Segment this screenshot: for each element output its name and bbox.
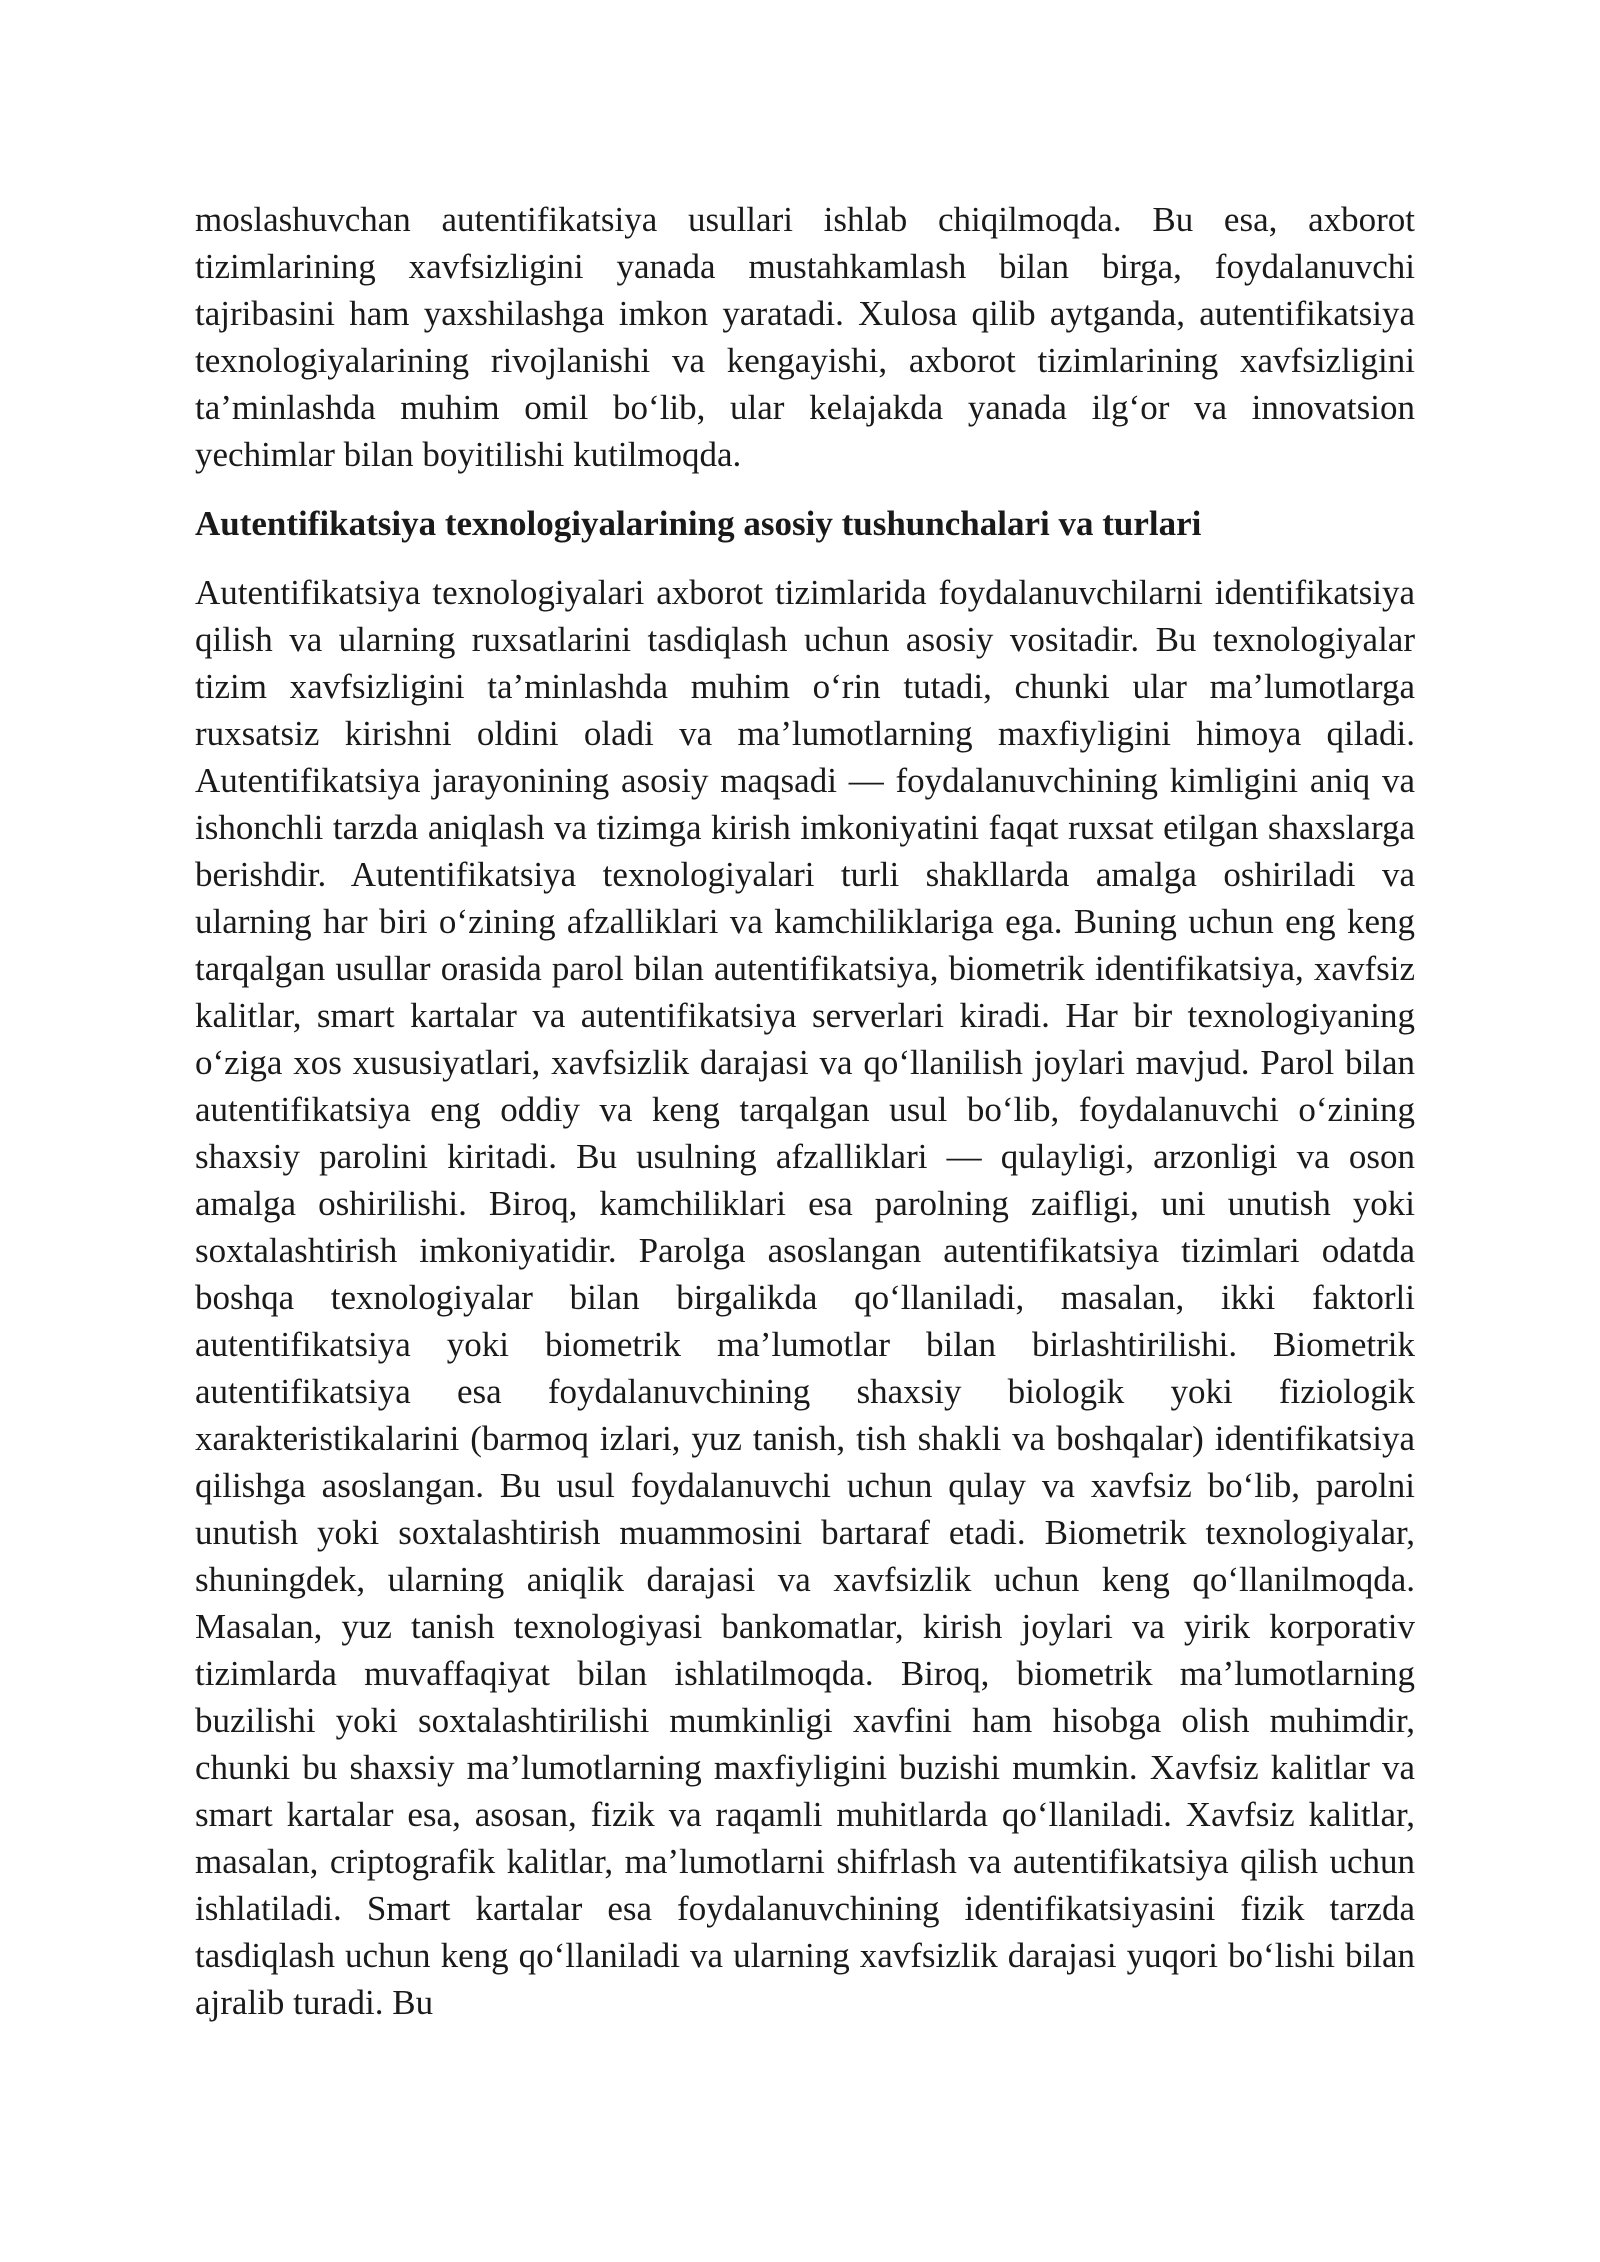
paragraph-continued: moslashuvchan autentifikatsiya usullari ishlab chiqilmoqda. Bu esa, axborot tizimlarining xavfsizligini yanada mustahkamlash bilan birga, foydalanuvchi tajribasini ham yaxshilashga imkon yaratadi. Xulosa qilib aytganda, autentifikatsiya texnologiyalarining rivojlanishi va kengayishi, axborot tizimlarining xavfsizligini ta’minlashda muhim omil bo‘lib, ular kelajakda yanada ilg‘or va innovatsion yechimlar bilan boyitilishi kutilmoqda. [195, 200, 1415, 474]
section-heading: Autentifikatsiya texnologiyalarining asosiy tushunchalari va turlari [195, 504, 1202, 543]
paragraph-main: Autentifikatsiya texnologiyalari axborot tizimlarida foydalanuvchilarni identifikatsiya qilish va ularning ruxsatlarini tasdiqlash uchun asosiy vositadir. Bu texnologiyalar tizim xavfsizligini ta’minlashda muhim o‘rin tutadi, chunki ular ma’lumotlarga ruxsatsiz kirishni oldini oladi va ma’lumotlarning maxfiyligini himoya qiladi. Autentifikatsiya jarayonining asosiy maqsadi — foydalanuvchining kimligini aniq va ishonchli tarzda aniqlash va tizimga kirish imkoniyatini faqat ruxsat etilgan shaxslarga berishdir. Autentifikatsiya texnologiyalari turli shakllarda amalga oshiriladi va ularning har biri o‘zining afzalliklari va kamchiliklariga ega. Buning uchun eng keng tarqalgan usullar orasida parol bilan autentifikatsiya, biometrik identifikatsiya, xavfsiz kalitlar, smart kartalar va autentifikatsiya serverlari kiradi. Har bir texnologiyaning o‘ziga xos xususiyatlari, xavfsizlik darajasi va qo‘llanilish joylari mavjud. Parol bilan autentifikatsiya eng oddiy va keng tarqalgan usul bo‘lib, foydalanuvchi o‘zining shaxsiy parolini kiritadi. Bu usulning afzalliklari — qulayligi, arzonligi va oson amalga oshirilishi. Biroq, kamchiliklari esa parolning zaifligi, uni unutish yoki soxtalashtirish imkoniyatidir. Parolga asoslangan autentifikatsiya tizimlari odatda boshqa texnologiyalar bilan birgalikda qo‘llaniladi, masalan, ikki faktorli autentifikatsiya yoki biometrik ma’lumotlar bilan birlashtirilishi. Biometrik autentifikatsiya esa foydalanuvchining shaxsiy biologik yoki fiziologik xarakteristikalarini (barmoq izlari, yuz tanish, tish shakli va boshqalar) identifikatsiya qilishga asoslangan. Bu usul foydalanuvchi uchun qulay va xavfsiz bo‘lib, parolni unutish yoki soxtalashtirish muammosini bartaraf etadi. Biometrik texnologiyalar, shuningdek, ularning aniqlik darajasi va xavfsizlik uchun keng qo‘llanilmoqda. Masalan, yuz tanish texnologiyasi bankomatlar, kirish joylari va yirik korporativ tizimlarda muvaffaqiyat bilan ishlatilmoqda. Biroq, biometrik ma’lumotlarning buzilishi yoki soxtalashtirilishi mumkinligi xavfini ham hisobga olish muhimdir, chunki bu shaxsiy ma’lumotlarning maxfiyligini buzishi mumkin. Xavfsiz kalitlar va smart kartalar esa, asosan, fizik va raqamli muhitlarda qo‘llaniladi. Xavfsiz kalitlar, masalan, criptografik kalitlar, ma’lumotlarni shifrlash va autentifikatsiya qilish uchun ishlatiladi. Smart kartalar esa foydalanuvchining identifikatsiyasini fizik tarzda tasdiqlash uchun keng qo‘llaniladi va ularning xavfsizlik darajasi yuqori bo‘lishi bilan ajralib turadi. Bu [195, 573, 1415, 2022]
document-page [195, 196, 1415, 2026]
